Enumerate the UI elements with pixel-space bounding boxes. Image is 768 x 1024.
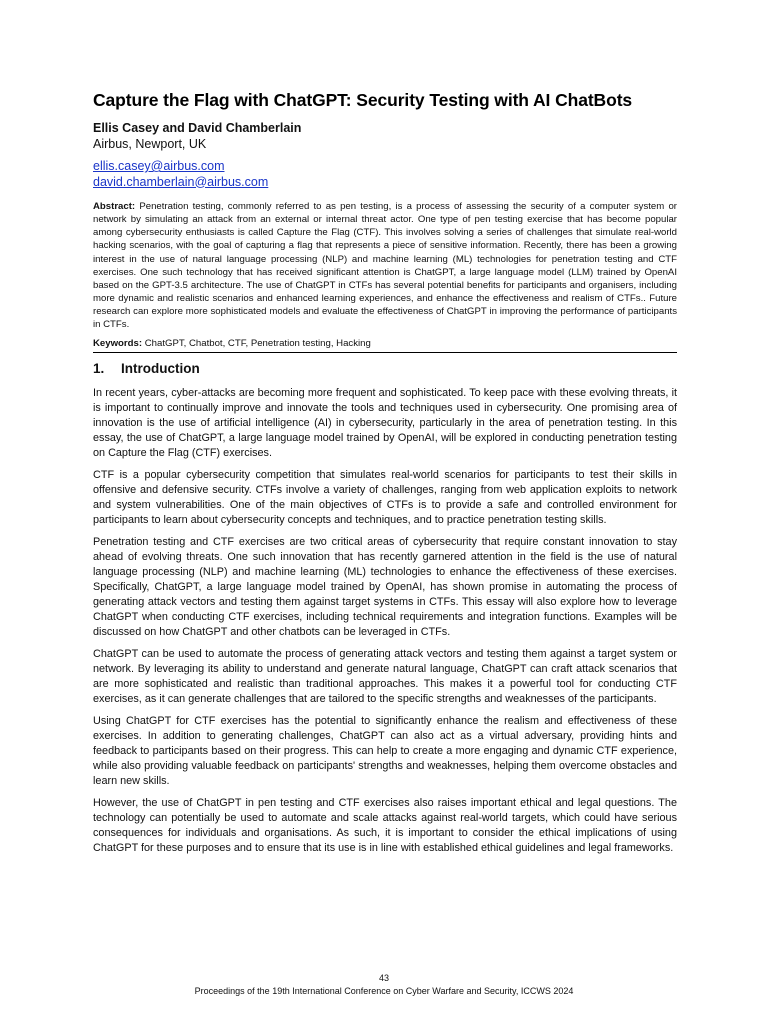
body-paragraph: Penetration testing and CTF exercises are two critical areas of cybersecurity that require constant innovation to stay ahead of evolving threats. One such innovation that has recently garnered attention in the field is the use of natural language processing (NLP) and machine learning (ML) technologies to enhance the effectiveness of these exercises. Specifically, ChatGPT, a large language model trained by OpenAI, has shown promise in automating the process of generating attack vectors and testing them against target systems in CTFs. This essay will also explore how to leverage ChatGPT when conducting CTF exercises, including technical requirements and integration functions. Examples will be discussed on how ChatGPT and other chatbots can be leveraged in CTFs.: [93, 535, 677, 638]
body-paragraph: CTF is a popular cybersecurity competition that simulates real-world scenarios for participants to test their skills in offensive and defensive security. CTFs involve a variety of challenges, ranging from web application exploits to network and system vulnerabilities. One of the main objectives of CTFs is to provide a safe and controlled environment for participants to learn about cybersecurity concepts and techniques, and to practice penetration testing skills.: [93, 468, 677, 526]
email-link-david[interactable]: david.chamberlain@airbus.com: [93, 174, 269, 189]
abstract-label: Abstract:: [93, 201, 136, 212]
page-number: 43: [378, 973, 389, 983]
section-title: Introduction: [121, 360, 200, 376]
body-paragraph: Using ChatGPT for CTF exercises has the potential to significantly enhance the realism and effectiveness of these exercises. In addition to generating challenges, ChatGPT can also act as a virtual adversary, providing hints and feedback to participants based on their progress. This can help to create a more engaging and dynamic CTF experience, while also providing valuable feedback on participants' strengths and weaknesses, helping them overcome obstacles and learn new skills.: [93, 714, 677, 787]
abstract-text: Penetration testing, commonly referred to as pen testing, is a process of assessing the security of a computer system or network by simulating an attack from an external or internal threat actor. One type of pen testing exercise that has become popular among cybersecurity enthusiasts is called Capture the Flag (CTF). This involves solving a series of challenges that simulate real-world hacking scenarios, with the goal of capturing a flag that represents a piece of sensitive information. Recently, there has been a growing interest in the use of natural language processing (NLP) and machine learning (ML) technologies for penetration testing and CTF exercises. One such technology that has received significant attention is ChatGPT, a large language model (LLM) trained by OpenAI based on the GPT-3.5 architecture. The use of ChatGPT in CTFs has several potential benefits for participants and organisers, including more dynamic and realistic scenarios and enhanced learning experiences, and enhance the effectiveness and realism of CTFs.. Future research can explore more sophisticated models and evaluate the effectiveness of ChatGPT in improving the performance of participants in CTFs.: [93, 201, 677, 331]
keywords-text: ChatGPT, Chatbot, CTF, Penetration testing, Hacking: [144, 337, 371, 349]
keywords: [93, 337, 677, 352]
section-heading: [93, 360, 677, 378]
author-names: Ellis Casey and David Chamberlain: [93, 121, 302, 135]
body-paragraph: In recent years, cyber-attacks are becoming more frequent and sophisticated. To keep pace with these evolving threats, it is important to continually improve and innovate the tools and techniques used in cybersecurity. One promising area of innovation is the use of artificial intelligence (AI) in cybersecurity, particularly in the area of penetration testing. In this essay, the use of ChatGPT, a large language model trained by OpenAI, will be explored in conducting penetration testing on Capture the Flag (CTF) exercises.: [93, 386, 677, 459]
section-divider: [93, 352, 677, 353]
body-paragraph: ChatGPT can be used to automate the process of generating attack vectors and testing them against a target system or network. By leveraging its ability to understand and generate natural language, ChatGPT can craft attack scenarios that are more sophisticated and realistic than traditional approaches. This makes it a powerful tool for conducting CTF exercises, as it can generate challenges that are tailored to the specific strengths and weaknesses of the participants.: [93, 647, 677, 705]
abstract: [93, 200, 677, 332]
page-content: [93, 88, 677, 863]
keywords-label: Keywords:: [93, 337, 143, 349]
body-paragraph: However, the use of ChatGPT in pen testing and CTF exercises also raises important ethical and legal questions. The technology can potentially be used to automate and scale attacks against real-world targets, which could have serious consequences for individuals and organisations. As such, it is important to consider the ethical implications of using ChatGPT for these purposes and to ensure that its use is in line with established ethical guidelines and legal frameworks.: [93, 796, 677, 854]
email-link-ellis[interactable]: ellis.casey@airbus.com: [93, 159, 225, 173]
section-number: 1.: [93, 360, 105, 376]
author-affiliation: Airbus, Newport, UK: [93, 137, 207, 151]
proceedings-footer: Proceedings of the 19th International Conference on Cyber Warfare and Security, ICCWS 2024: [194, 986, 574, 996]
paper-title: Capture the Flag with ChatGPT: Security Testing with AI ChatBots: [93, 90, 633, 110]
